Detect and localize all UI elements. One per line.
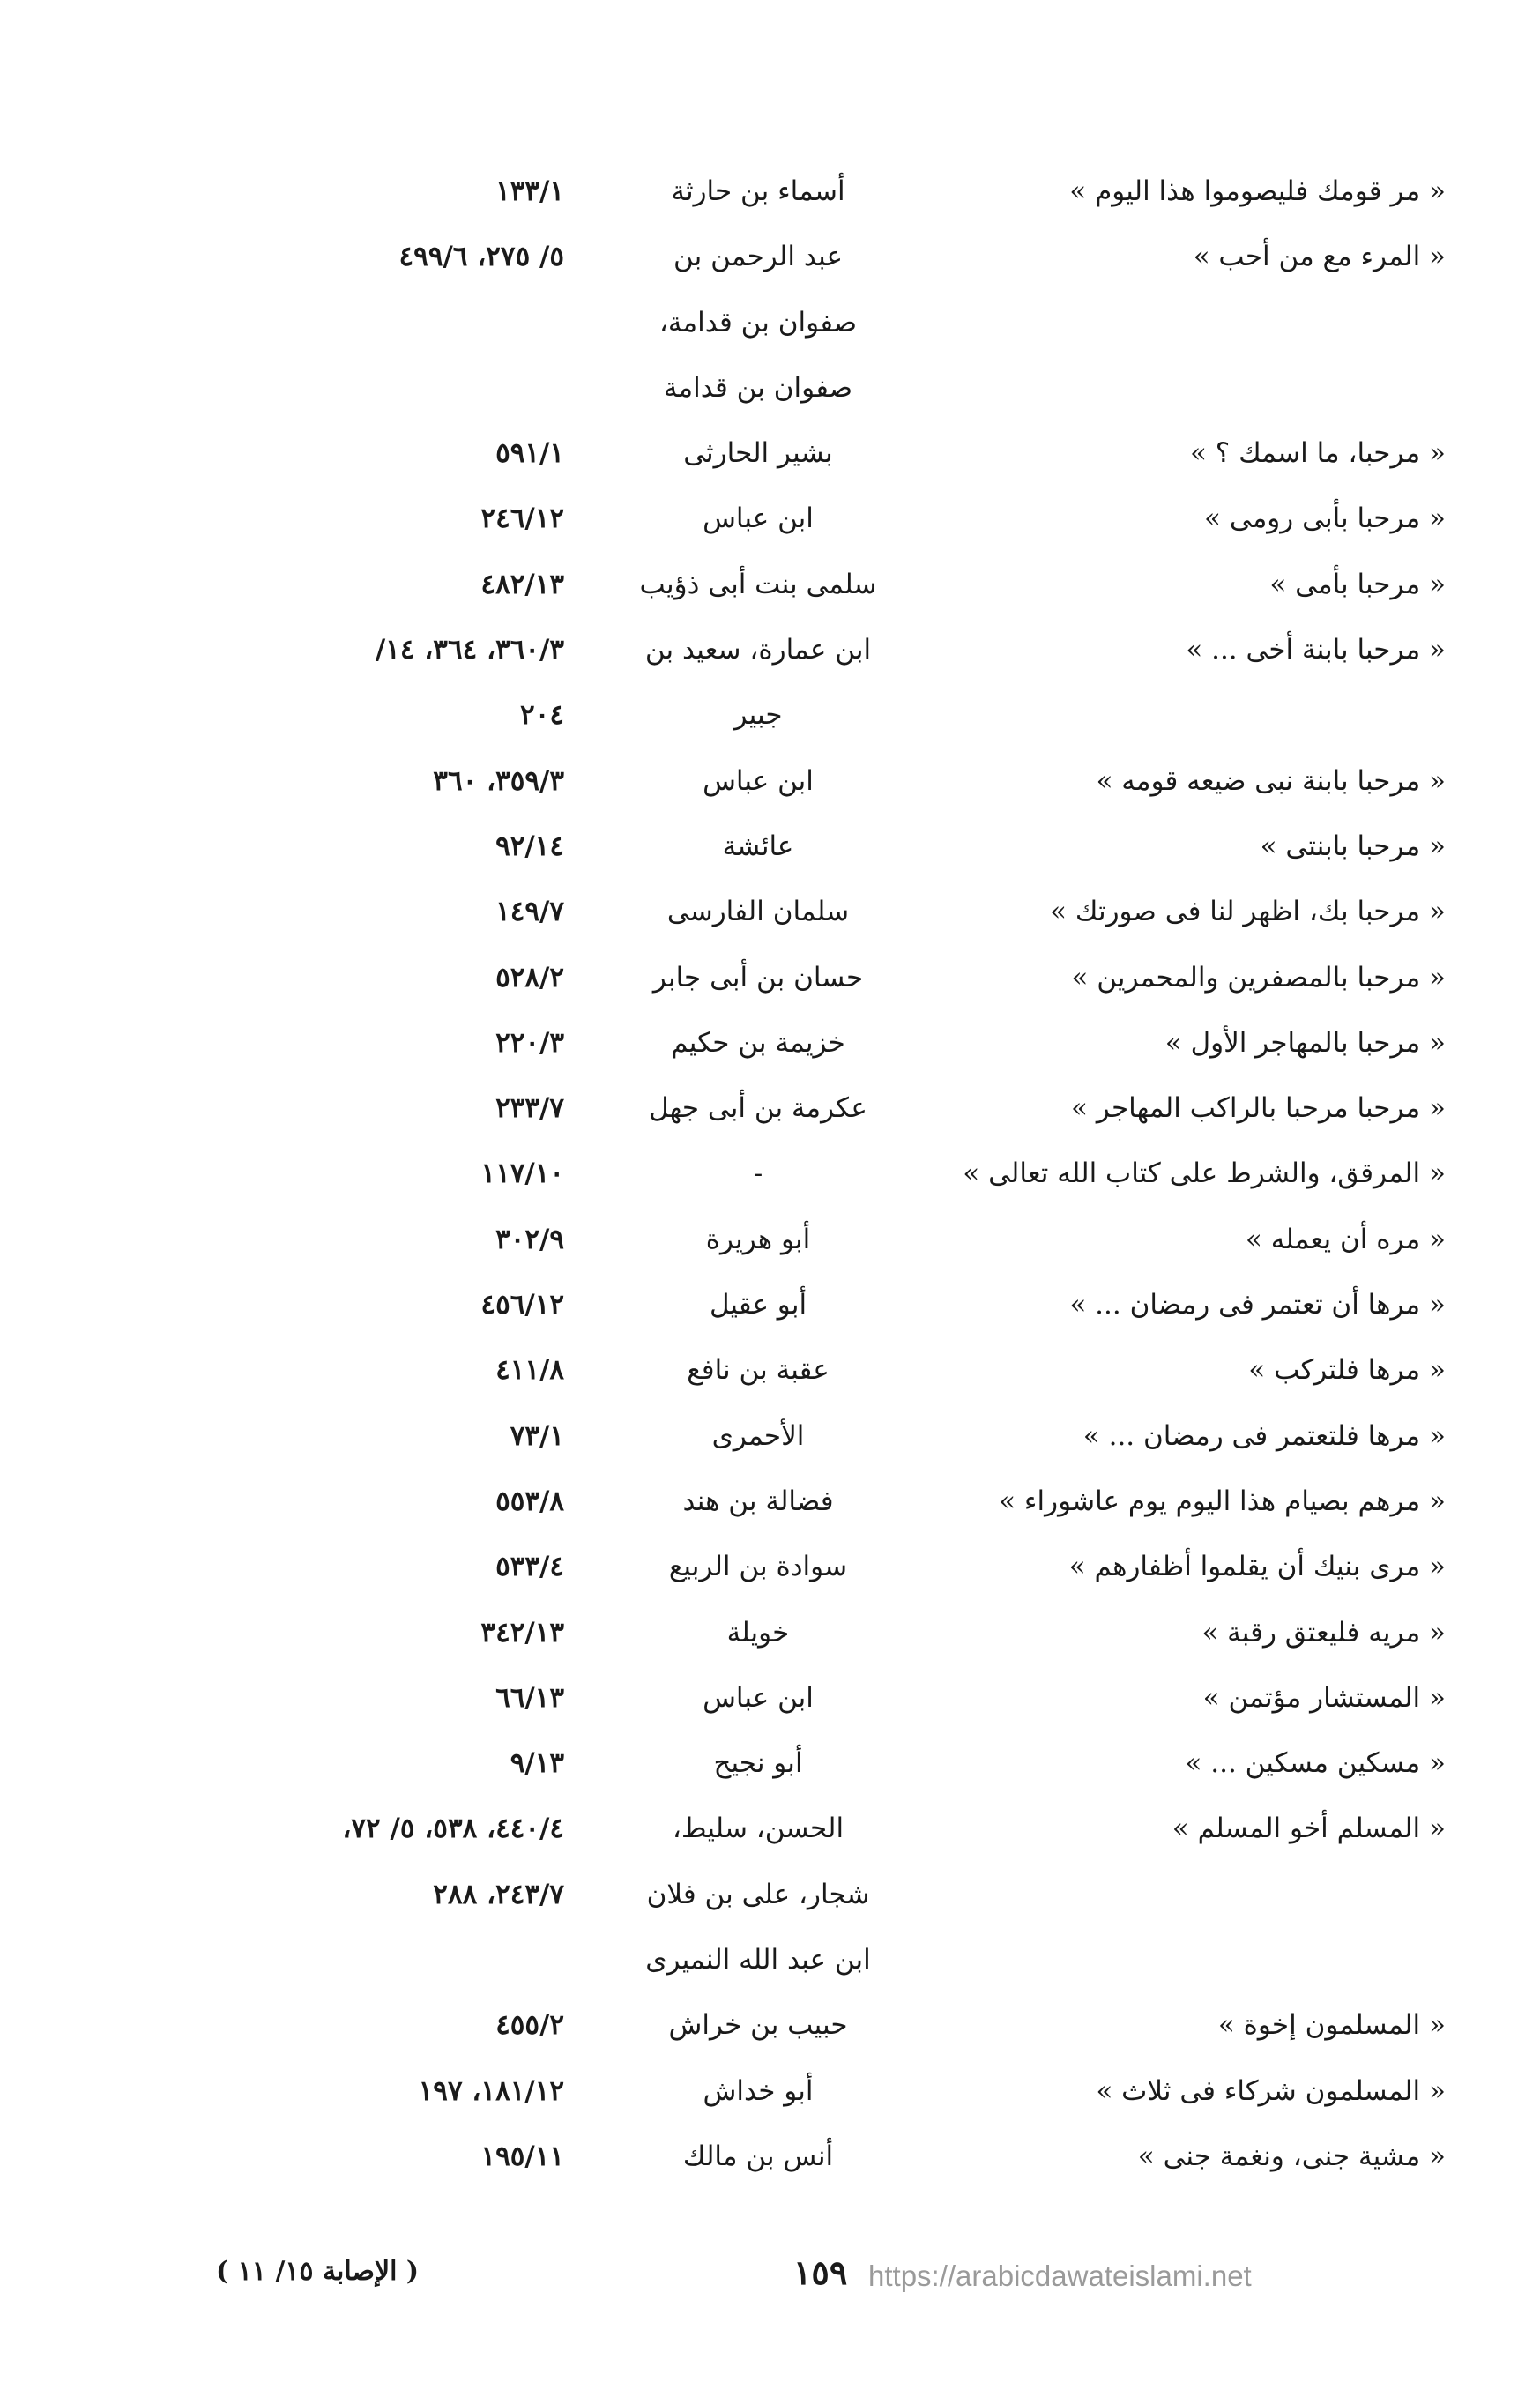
volume-page-reference: ٥٩١/١ (495, 437, 564, 470)
volume-page-reference: ٥/ ٢٧٥، ٤٩٩/٦ (398, 241, 564, 273)
volume-page-reference: ٩٢/١٤ (495, 830, 564, 862)
hadith-text: « مرحبا مرحبا بالراكب المهاجر » (1071, 1092, 1446, 1125)
hadith-text: « مره أن يعمله » (1245, 1223, 1446, 1255)
hadith-text: « مر قومك فليصوموا هذا اليوم » (1069, 175, 1446, 207)
volume-page-reference: ١٨١/١٢، ١٩٧ (418, 2074, 564, 2107)
hadith-text: « مرى بنيك أن يقلموا أظفارهم » (1068, 1551, 1446, 1583)
hadith-text: « مرحبا بالمصفرين والمحمرين » (1071, 961, 1446, 994)
hadith-text: « مرحبا بأمى » (1269, 568, 1446, 600)
table-row (194, 2124, 1446, 2189)
table-row (194, 682, 1446, 748)
narrator-name: ابن عبد الله النميرى (645, 1944, 871, 1976)
table-row (194, 290, 1446, 355)
table-row (194, 2058, 1446, 2124)
narrator-name: سوادة بن الربيع (668, 1551, 848, 1583)
narrator-name: أسماء بن حارثة (671, 175, 845, 207)
volume-page-reference: ٦٦/١٣ (495, 1681, 564, 1714)
narrator-name: صفوان بن قدامة، (658, 306, 858, 339)
hadith-text: « مرحبا بابنة أخى ... » (1186, 634, 1446, 666)
narrator-name: - (753, 1158, 763, 1190)
table-row (194, 1010, 1446, 1076)
hadith-text: « مرحبا بأبى رومى » (1204, 502, 1446, 535)
volume-page-reference: ٣٦٠/٣، ٣٦٤، ١٤/ (375, 634, 564, 666)
narrator-name: عكرمة بن أبى جهل (649, 1092, 867, 1125)
narrator-name: أنس بن مالك (682, 2140, 834, 2172)
volume-page-reference: ٧٣/١ (510, 1419, 564, 1452)
narrator-name: ابن عباس (703, 502, 814, 535)
volume-page-reference: ٢٠٤ (520, 699, 564, 732)
narrator-name: الأحمرى (711, 1419, 805, 1452)
table-row (194, 486, 1446, 551)
table-row (194, 1665, 1446, 1731)
hadith-text: « المرء مع من أحب » (1193, 241, 1446, 273)
narrator-name: صفوان بن قدامة (663, 371, 853, 404)
narrator-name: شجار، على بن فلان (646, 1878, 870, 1910)
narrator-name: سلمى بنت أبى ذؤيب (639, 568, 877, 600)
hadith-index-table (194, 159, 1446, 2189)
narrator-name: حبيب بن خراش (668, 2009, 848, 2042)
narrator-name: خزيمة بن حكيم (671, 1026, 845, 1059)
volume-page-reference: ٥٢٨/٢ (495, 961, 564, 994)
narrator-name: عبد الرحمن بن (673, 241, 843, 273)
table-row (194, 552, 1446, 617)
volume-page-reference: ٢٤٣/٧، ٢٨٨ (433, 1878, 564, 1910)
narrator-name: فضالة بن هند (682, 1485, 834, 1517)
table-row (194, 1731, 1446, 1796)
table-row (194, 1403, 1446, 1469)
volume-page-reference: ٩/١٣ (510, 1747, 564, 1780)
volume-page-reference: ١٩٥/١١ (480, 2140, 564, 2172)
narrator-name: ابن عباس (703, 1681, 814, 1714)
table-row (194, 1272, 1446, 1337)
table-row (194, 1992, 1446, 2058)
table-row (194, 1534, 1446, 1599)
hadith-text: « المسلمون إخوة » (1217, 2009, 1446, 2042)
volume-page-reference: ٢٤٦/١٢ (480, 502, 564, 535)
table-row (194, 355, 1446, 421)
volume-page-reference: ١٣٣/١ (495, 175, 564, 207)
volume-page-reference: ٤٤٠/٤، ٥٣٨، ٥/ ٧٢، (342, 1813, 564, 1845)
narrator-name: سلمان الفارسى (666, 896, 850, 928)
table-row (194, 748, 1446, 814)
table-row (194, 1207, 1446, 1272)
hadith-text: « مرحبا بابنة نبى ضيعه قومه » (1096, 764, 1446, 797)
volume-page-reference: ٢٢٠/٣ (495, 1026, 564, 1059)
table-row (194, 1600, 1446, 1665)
hadith-text: « مرحبا بابنتى » (1260, 830, 1446, 862)
table-row (194, 1141, 1446, 1206)
narrator-name: ابن عمارة، سعيد بن (644, 634, 872, 666)
volume-page-reference: ١١٧/١٠ (480, 1158, 564, 1190)
hadith-text: « المرقق، والشرط على كتاب الله تعالى » (963, 1158, 1446, 1190)
narrator-name: ابن عباس (703, 764, 814, 797)
volume-page-reference: ٢٣٣/٧ (495, 1092, 564, 1125)
table-row (194, 879, 1446, 944)
volume-page-reference: ٤٨٢/١٣ (480, 568, 564, 600)
narrator-name: بشير الحارثى (683, 437, 833, 470)
hadith-text: « مرها فلتعتمر فى رمضان ... » (1082, 1419, 1446, 1452)
hadith-text: « المسلم أخو المسلم » (1172, 1813, 1446, 1845)
narrator-name: عقبة بن نافع (687, 1354, 830, 1387)
hadith-text: « مرها فلتركب » (1248, 1354, 1446, 1387)
hadith-text: « مشية جنى، ونغمة جنى » (1137, 2140, 1446, 2172)
hadith-text: « مرحبا، ما اسمك ؟ » (1189, 437, 1446, 470)
page-footer (0, 2252, 1540, 2305)
volume-page-reference: ٤٥٥/٢ (495, 2009, 564, 2042)
volume-page-reference: ٤٥٦/١٢ (480, 1289, 564, 1321)
narrator-name: عائشة (722, 830, 794, 862)
volume-page-reference: ٤١١/٨ (495, 1354, 564, 1387)
table-row (194, 1076, 1446, 1141)
table-row (194, 421, 1446, 486)
watermark-url: https://arabicdawateislami.net (868, 2259, 1252, 2292)
table-row (194, 617, 1446, 682)
hadith-text: « المسلمون شركاء فى ثلاث » (1096, 2074, 1446, 2107)
table-row (194, 159, 1446, 224)
volume-page-reference: ٣٥٩/٣، ٣٦٠ (433, 764, 564, 797)
table-row (194, 1337, 1446, 1403)
table-row (194, 1469, 1446, 1534)
table-row (194, 814, 1446, 879)
narrator-name: أبو نجيح (713, 1747, 803, 1780)
volume-page-reference: ١٤٩/٧ (495, 896, 564, 928)
page-number: ١٥٩ (793, 2252, 848, 2292)
narrator-name: جبير (733, 699, 783, 732)
table-row (194, 1927, 1446, 1992)
hadith-text: « مرحبا بالمهاجر الأول » (1164, 1026, 1446, 1059)
table-row (194, 945, 1446, 1010)
narrator-name: أبو هريرة (705, 1223, 811, 1255)
hadith-text: « مرهم بصيام هذا اليوم يوم عاشوراء » (999, 1485, 1446, 1517)
volume-page-reference: ٣٤٢/١٣ (480, 1616, 564, 1649)
hadith-text: « مرحبا بك، اظهر لنا فى صورتك » (1050, 896, 1446, 928)
narrator-name: أبو عقيل (709, 1289, 807, 1321)
table-row (194, 1862, 1446, 1927)
volume-page-reference: ٥٣٣/٤ (495, 1551, 564, 1583)
hadith-text: « مرها أن تعتمر فى رمضان ... » (1069, 1289, 1446, 1321)
narrator-name: خويلة (726, 1616, 790, 1649)
volume-page-reference: ٣٠٢/٩ (495, 1223, 564, 1255)
hadith-text: « مريه فليعتق رقبة » (1201, 1616, 1446, 1649)
hadith-text: « مسكين مسكين ... » (1185, 1747, 1446, 1780)
table-row (194, 1796, 1446, 1861)
hadith-text: « المستشار مؤتمن » (1202, 1681, 1446, 1714)
table-row (194, 224, 1446, 289)
volume-page-reference: ٥٥٣/٨ (495, 1485, 564, 1517)
narrator-name: الحسن، سليط، (672, 1813, 844, 1845)
narrator-name: أبو خداش (703, 2074, 814, 2107)
narrator-name: حسان بن أبى جابر (652, 961, 864, 994)
source-note: ( الإصابة ١٥/ ١١ ) (216, 2256, 420, 2287)
